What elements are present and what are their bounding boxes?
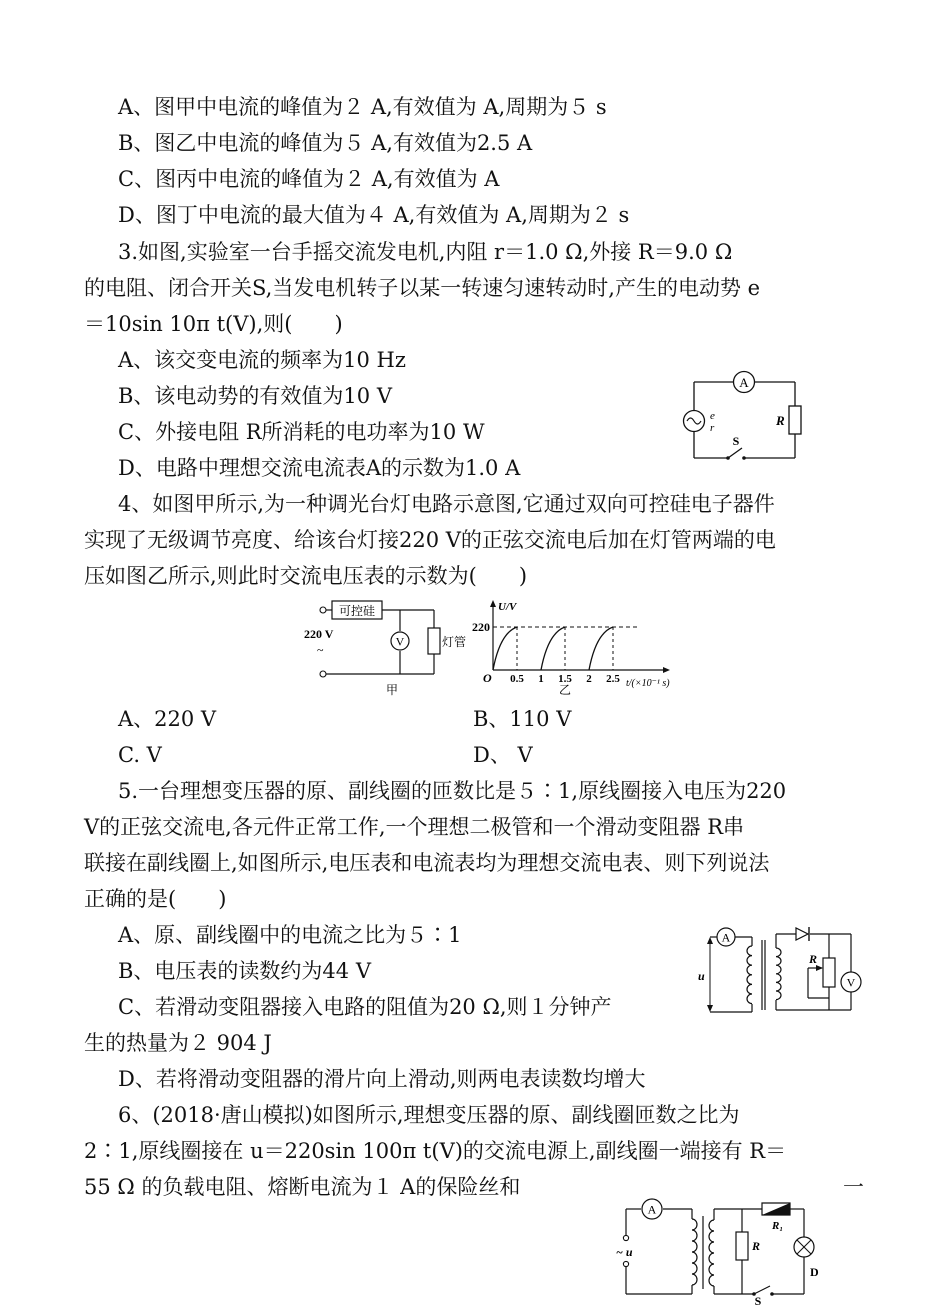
svg-text:~: ~ <box>317 643 324 657</box>
q4-voltage-graph <box>472 598 690 698</box>
q4-stem-line-2: 实现了无级调节亮度、给该台灯接220 V的正弦交流电后加在灯管两端的电 <box>84 528 776 552</box>
q5-option-b: B、电压表的读数约为44 V <box>118 959 371 983</box>
svg-text:可控硅: 可控硅 <box>338 604 376 618</box>
q3-stem-line-1: 3.如图,实验室一台手摇交流发电机,内阻 r＝1.0 Ω,外接 R＝9.0 Ω <box>118 240 733 264</box>
q5-option-d: D、若将滑动变阻器的滑片向上滑动,则两电表读数均增大 <box>118 1067 646 1091</box>
svg-text:S: S <box>754 1294 762 1308</box>
q4-stem-line-1: 4、如图甲所示,为一种调光台灯电路示意图,它通过双向可控硅电子器件 <box>118 492 775 516</box>
svg-text:R: R <box>752 1239 761 1253</box>
q3-option-d: D、电路中理想交流电流表A的示数为1.0 A <box>118 456 521 480</box>
q6-transformer-circuit <box>612 1194 832 1306</box>
svg-text:220: 220 <box>472 620 490 634</box>
q3-option-c: C、外接电阻 R所消耗的电功率为10 W <box>118 420 485 444</box>
rheostat-icon <box>823 958 835 987</box>
svg-text:A: A <box>721 930 731 945</box>
q5-option-c-cont: 生的热量为２ 904 J <box>84 1031 272 1055</box>
q3-option-b: B、该电动势的有效值为10 V <box>118 384 392 408</box>
resistor-icon <box>736 1232 748 1260</box>
svg-text:2: 2 <box>586 673 592 685</box>
q5-option-c: C、若滑动变阻器接入电路的阻值为20 Ω,则１分钟产 <box>118 995 612 1019</box>
svg-text:O: O <box>483 671 492 685</box>
svg-text:t/(×10⁻¹ s): t/(×10⁻¹ s) <box>626 678 670 689</box>
q3-option-a: A、该交变电流的频率为10 Hz <box>118 348 406 372</box>
svg-text:0.5: 0.5 <box>510 673 524 685</box>
q6-stem-line-3: 55 Ω 的负载电阻、熔断电流为１ A的保险丝和 <box>84 1175 521 1199</box>
q6-stem-line-2: 2∶1,原线圈接在 u＝220sin 100π t(V)的交流电源上,副线圈一端接有 R＝ <box>84 1139 787 1163</box>
q4-stem-line-3: 压如图乙所示,则此时交流电压表的示数为( ) <box>84 564 528 588</box>
svg-text:220 V: 220 V <box>304 627 334 641</box>
secondary-coil-icon <box>776 948 781 1000</box>
q3-stem-line-2: 的电阻、闭合开关S,当发电机转子以某一转速匀速转动时,产生的电动势 e <box>84 276 761 300</box>
svg-text:S: S <box>732 434 740 448</box>
q6-stem-line-3-tail: 一 <box>843 1175 864 1199</box>
q6-stem-line-1: 6、(2018·唐山模拟)如图所示,理想变压器的原、副线圈匝数之比为 <box>118 1103 740 1127</box>
q2-option-c: C、图丙中电流的峰值为２ A,有效值为 A <box>118 167 500 191</box>
q2-option-b: B、图乙中电流的峰值为５ A,有效值为2.5 A <box>118 131 533 155</box>
q5-stem-line-3: 联接在副线圈上,如图所示,电压表和电流表均为理想交流电表、则下列说法 <box>84 851 770 875</box>
svg-text:V: V <box>846 975 856 990</box>
svg-text:甲: 甲 <box>386 683 399 697</box>
q2-option-a: A、图甲中电流的峰值为２ A,有效值为 A,周期为５ s <box>118 95 607 119</box>
q5-transformer-circuit <box>696 920 866 1020</box>
q4-option-d: D、 V <box>473 743 533 767</box>
resistor-icon <box>789 406 801 434</box>
q2-option-d: D、图丁中电流的最大值为４ A,有效值为 A,周期为２ s <box>118 203 630 227</box>
q5-stem-line-1: 5.一台理想变压器的原、副线圈的匝数比是５∶1,原线圈接入电压为220 <box>118 779 787 803</box>
primary-coil-icon <box>747 946 752 1004</box>
q3-stem-line-3: ＝10sin 10π t(V),则( ) <box>84 312 343 336</box>
svg-text:2.5: 2.5 <box>606 673 620 685</box>
secondary-coil-icon <box>709 1220 714 1286</box>
svg-text:乙: 乙 <box>559 683 572 697</box>
svg-text:r: r <box>710 422 715 434</box>
svg-text:R₁: R₁ <box>772 1220 784 1232</box>
svg-text:A: A <box>647 1202 657 1217</box>
q5-stem-line-4: 正确的是( ) <box>84 887 227 911</box>
svg-text:U/V: U/V <box>498 601 517 613</box>
svg-text:A: A <box>739 375 749 390</box>
q5-option-a: A、原、副线圈中的电流之比为５∶1 <box>118 923 462 947</box>
svg-text:~ u: ~ u <box>616 1245 633 1259</box>
svg-text:1: 1 <box>538 673 544 685</box>
svg-text:1.5: 1.5 <box>558 673 572 685</box>
diode-icon <box>796 928 808 940</box>
svg-text:灯管: 灯管 <box>442 635 467 649</box>
q4-dimmer-circuit <box>300 598 470 698</box>
svg-text:u: u <box>698 969 705 983</box>
q3-circuit-diagram <box>676 370 806 466</box>
svg-text:e: e <box>710 410 715 422</box>
q4-option-c: C. V <box>118 743 162 767</box>
q5-stem-line-2: V的正弦交流电,各元件正常工作,一个理想二极管和一个滑动变阻器 R串 <box>84 815 745 839</box>
q4-option-a: A、220 V <box>118 707 217 731</box>
svg-text:V: V <box>395 634 405 649</box>
svg-text:R: R <box>809 952 818 966</box>
svg-text:R: R <box>776 413 785 428</box>
svg-text:D: D <box>810 1265 819 1279</box>
primary-coil-icon <box>692 1219 697 1285</box>
lamp-box <box>428 628 440 654</box>
q4-option-b: B、110 V <box>473 707 572 731</box>
